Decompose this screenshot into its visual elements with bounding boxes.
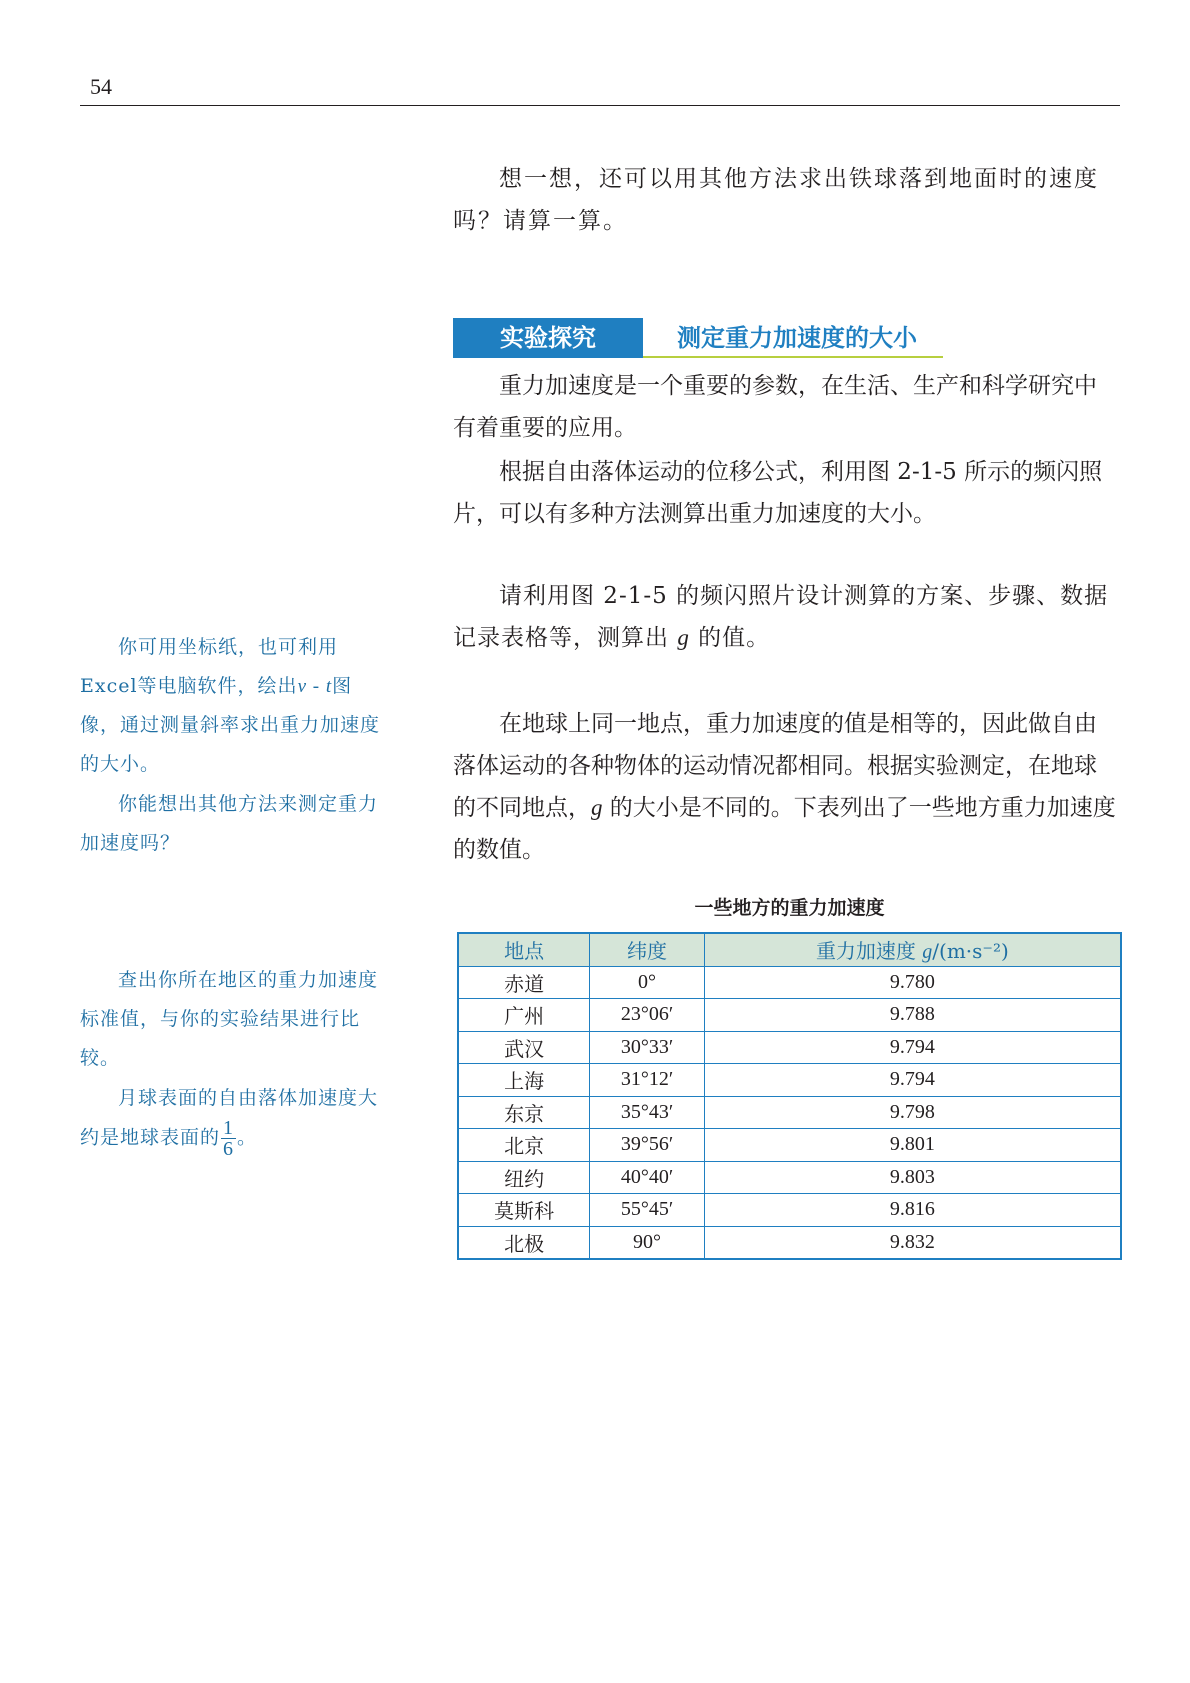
variation-text-end: 的大小是不同的。下表列出了一些地方重力加速度的数值。 <box>453 795 1116 863</box>
cell-latitude: 90° <box>590 1226 704 1259</box>
header-latitude: 纬度 <box>590 933 704 966</box>
variation-text: 在地球上同一地点，重力加速度的值是相等的，因此做自由落体运动的各种物体的运动情况都相同。根据实验测定，在地球的不同地点， <box>453 711 1097 821</box>
table-row <box>458 966 1121 999</box>
side-note-text: 月球表面的自由落体加速度大约是地球表面的 <box>80 1087 379 1149</box>
cell-location: 东京 <box>458 1096 590 1129</box>
side-note-moon <box>80 1079 385 1159</box>
table-row <box>458 1096 1121 1129</box>
cell-latitude: 30°33′ <box>590 1031 704 1064</box>
cell-location: 武汉 <box>458 1031 590 1064</box>
header-location: 地点 <box>458 933 590 966</box>
table-row <box>458 1031 1121 1064</box>
cell-gravity: 9.780 <box>704 966 1121 999</box>
page-number: 54 <box>90 74 112 99</box>
cell-gravity: 9.801 <box>704 1129 1121 1162</box>
paragraph-method: 根据自由落体运动的位移公式，利用图 2-1-5 所示的频闪照片，可以有多种方法测算出重力加速度的大小。 <box>453 459 1103 527</box>
side-note-text: 你可用坐标纸，也可利用Excel等电脑软件，绘出 <box>80 636 339 697</box>
fraction-denominator: 6 <box>223 1138 235 1160</box>
cell-latitude: 55°45′ <box>590 1194 704 1227</box>
cell-location: 北极 <box>458 1226 590 1259</box>
side-note-text-end: 图像，通过测量斜率求出重力加速度的大小。 <box>80 675 381 775</box>
table-row <box>458 1226 1121 1259</box>
cell-gravity: 9.816 <box>704 1194 1121 1227</box>
cell-location: 纽约 <box>458 1161 590 1194</box>
header-gravity-unit: /(m·s⁻²) <box>932 939 1009 964</box>
header-rule <box>80 105 1120 106</box>
cell-location: 广州 <box>458 999 590 1032</box>
section-title: 测定重力加速度的大小 <box>677 324 917 352</box>
section-label: 实验探究 <box>453 318 643 358</box>
fraction-one-sixth <box>221 1118 236 1159</box>
side-note-text-end: 。 <box>237 1126 258 1149</box>
table-header-row <box>458 933 1121 966</box>
vt-variable: v - t <box>297 676 333 697</box>
paragraph-task <box>453 575 1118 659</box>
cell-latitude: 35°43′ <box>590 1096 704 1129</box>
cell-latitude: 39°56′ <box>590 1129 704 1162</box>
task-text-end: 的值。 <box>689 625 771 651</box>
cell-gravity: 9.832 <box>704 1226 1121 1259</box>
cell-gravity: 9.794 <box>704 1031 1121 1064</box>
cell-location: 上海 <box>458 1064 590 1097</box>
cell-latitude: 0° <box>590 966 704 999</box>
cell-latitude: 23°06′ <box>590 999 704 1032</box>
table-row <box>458 1129 1121 1162</box>
header-gravity-label: 重力加速度 <box>815 939 923 964</box>
table-caption: 一些地方的重力加速度 <box>694 897 885 919</box>
side-note-graph <box>80 628 385 784</box>
cell-location: 赤道 <box>458 966 590 999</box>
table-row <box>458 1194 1121 1227</box>
cell-gravity: 9.798 <box>704 1096 1121 1129</box>
cell-location: 莫斯科 <box>458 1194 590 1227</box>
paragraph-importance: 重力加速度是一个重要的参数，在生活、生产和科学研究中有着重要的应用。 <box>453 373 1097 441</box>
table-row <box>458 1064 1121 1097</box>
cell-gravity: 9.794 <box>704 1064 1121 1097</box>
cell-latitude: 40°40′ <box>590 1161 704 1194</box>
side-note-other-methods: 你能想出其他方法来测定重力加速度吗？ <box>80 793 379 854</box>
think-paragraph: 想一想，还可以用其他方法求出铁球落到地面时的速度吗？请算一算。 <box>453 166 1099 234</box>
g-variable: g <box>922 941 933 964</box>
task-text: 请利用图 2-1-5 的频闪照片设计测算的方案、步骤、数据记录表格等，测算出 <box>453 583 1109 651</box>
fraction-numerator: 1 <box>223 1117 235 1139</box>
cell-gravity: 9.803 <box>704 1161 1121 1194</box>
gravity-table <box>457 932 1122 1260</box>
cell-latitude: 31°12′ <box>590 1064 704 1097</box>
table-row <box>458 999 1121 1032</box>
table-row <box>458 1161 1121 1194</box>
cell-gravity: 9.788 <box>704 999 1121 1032</box>
side-note-compare: 查出你所在地区的重力加速度标准值，与你的实验结果进行比较。 <box>80 969 379 1069</box>
header-gravity <box>704 933 1121 966</box>
paragraph-g-variation <box>453 703 1118 871</box>
cell-location: 北京 <box>458 1129 590 1162</box>
g-variable: g <box>591 795 603 820</box>
g-variable: g <box>677 625 690 650</box>
